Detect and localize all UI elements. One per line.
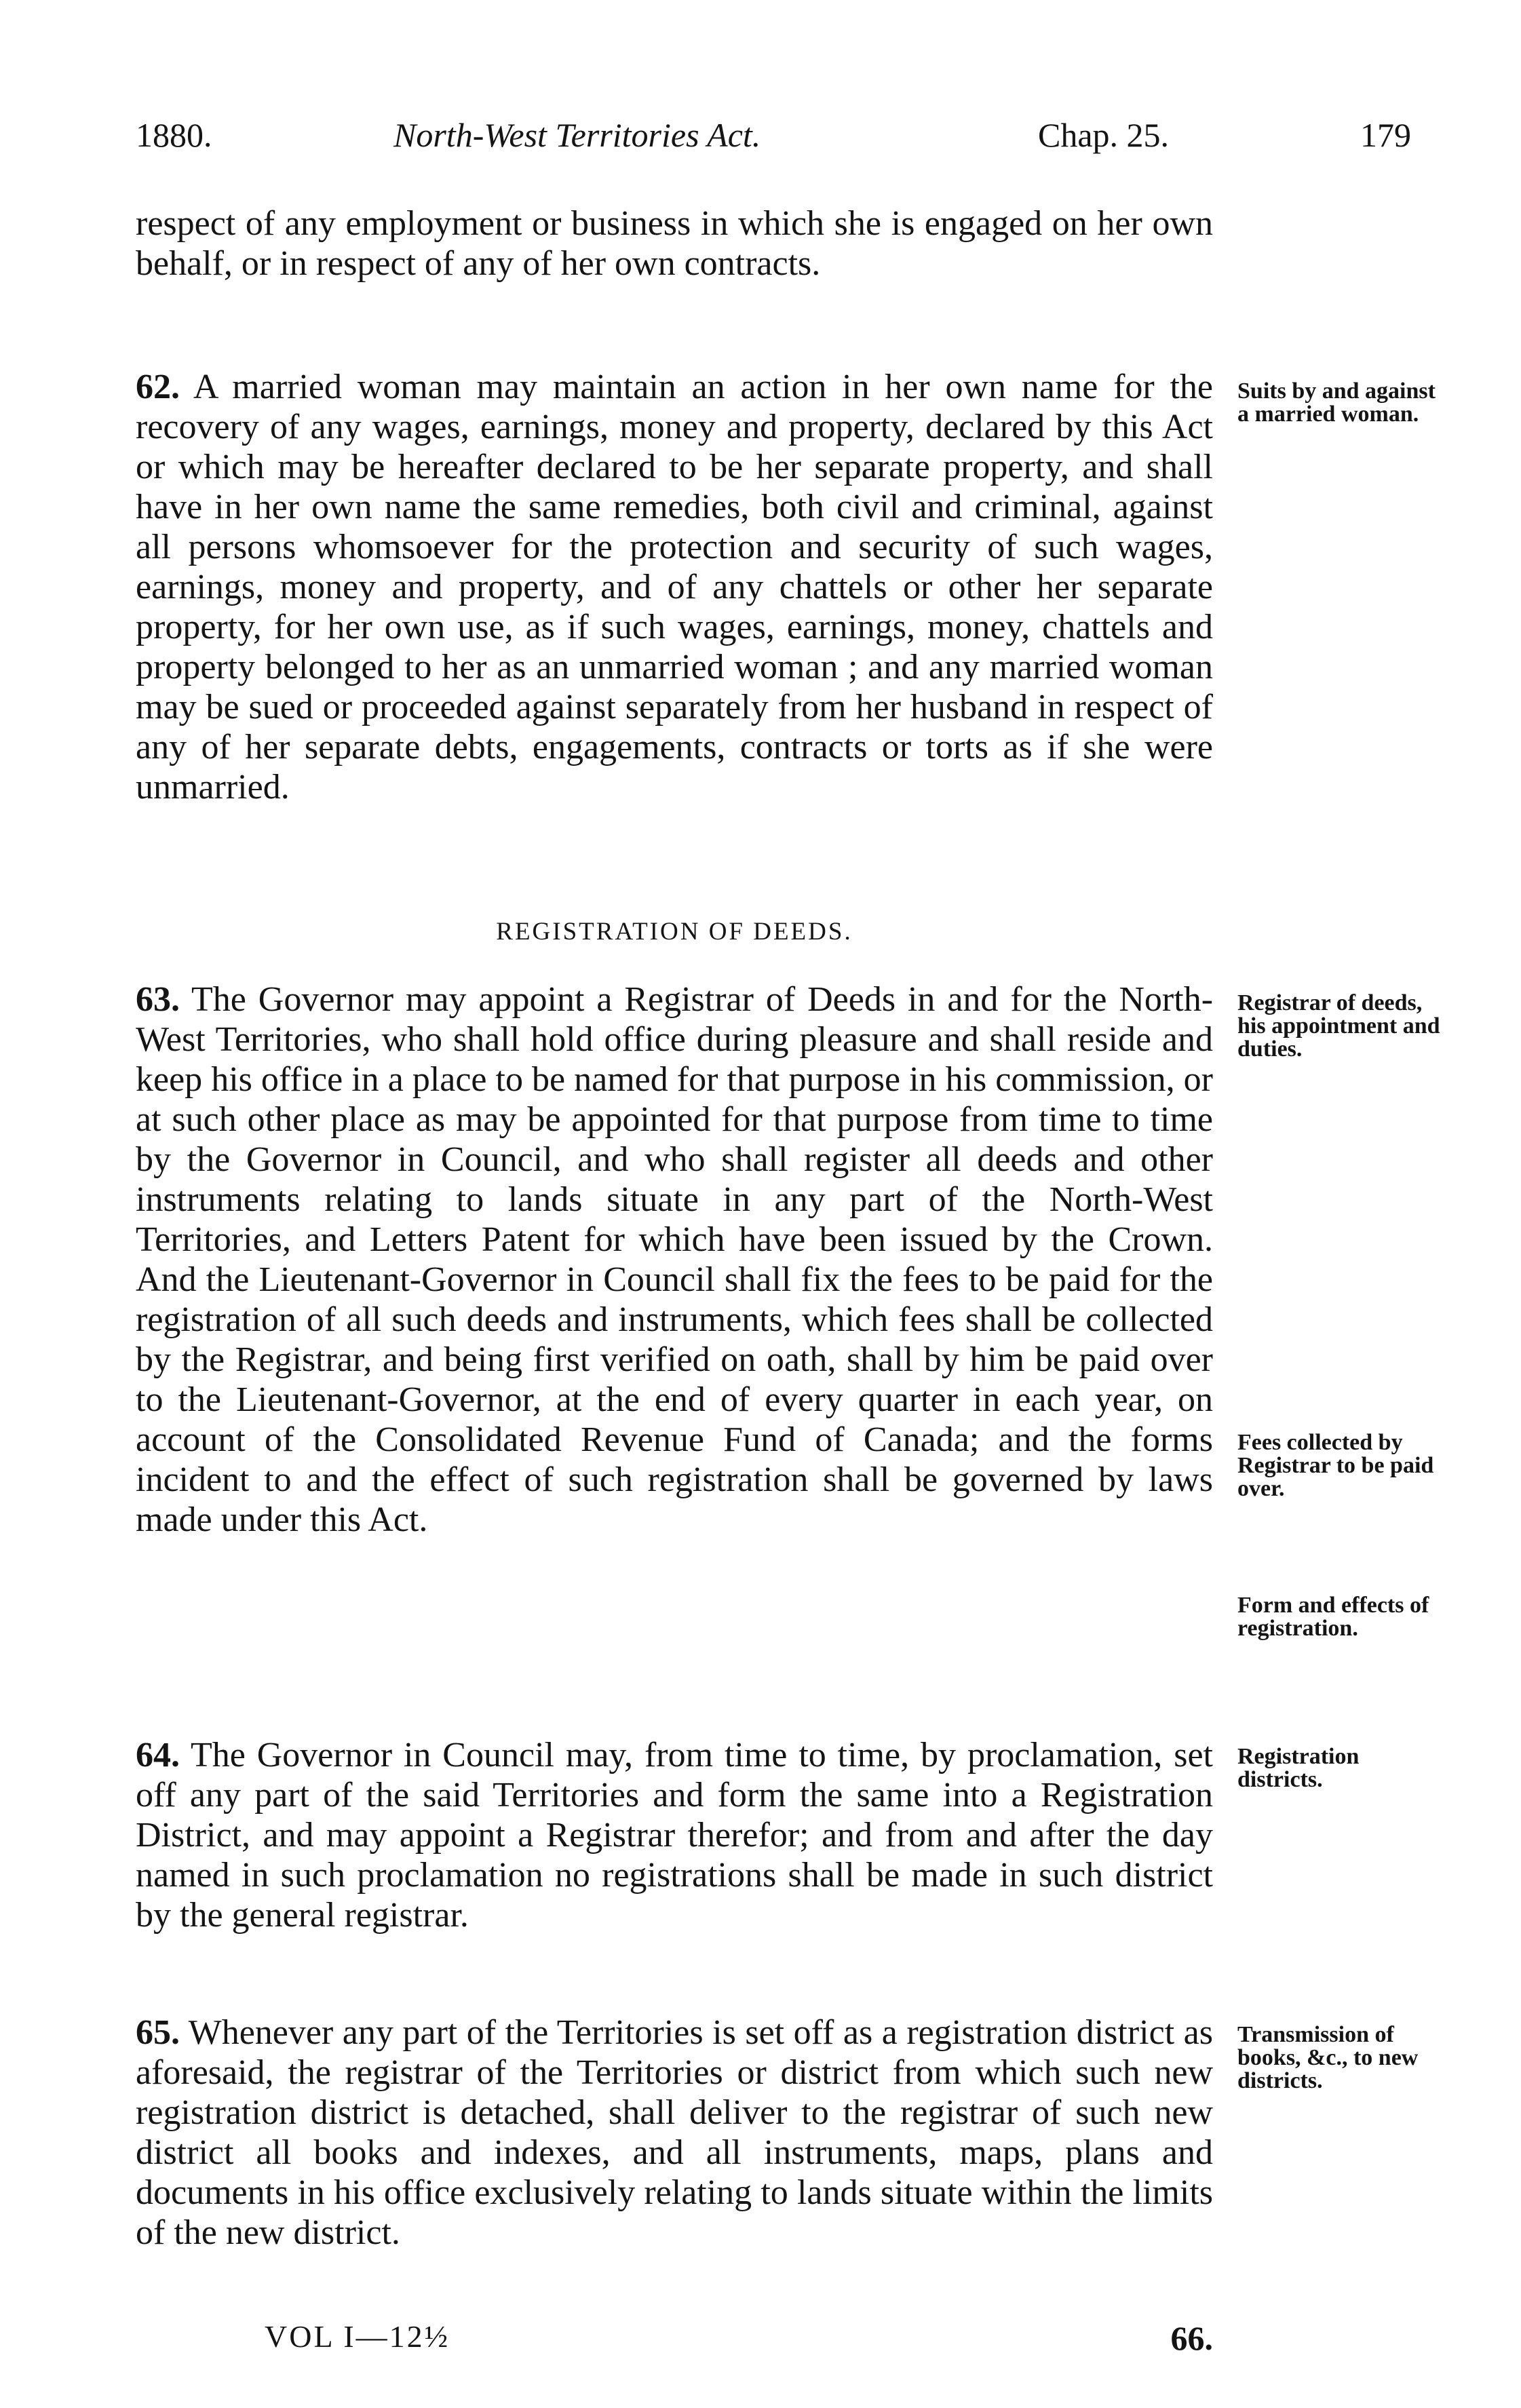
header-year: 1880. <box>136 116 212 154</box>
section-heading: REGISTRATION OF DEEDS. <box>496 918 853 946</box>
marginal-note-form: Form and effects of registration. <box>1237 1593 1429 1641</box>
page-number: 179 <box>1360 116 1411 154</box>
section-text: The Governor may appoint a Registrar of Deeds in and for the North-West Territories, who shall hold office during pleasure and shall reside and keep his office in a place to be named for that purpose in his commission, or at such other place as may be appointed for that purpose from time to time by the Governor in Council, and who shall register all deeds and other instruments relating to lands situate in any part of the North-West Territories, and Letters Patent for which have been issued by the Crown. And the Lieutenant-Governor in Council shall fix the fees to be paid for the registration of all such deeds and instruments, which fees shall be collected by the Registrar, and being first verified on oath, shall by him be paid over to the Lieutenant-Governor, at the end of every quarter in each year, on account of the Consolidated Revenue Fund of Canada; and the forms incident to and the effect of such registration shall be governed by laws made under this Act. <box>136 980 1214 1539</box>
continuation-text: respect of any employment or business in which she is engaged on her own behalf, or in respect of any of her own contracts. <box>136 204 1213 283</box>
section-number: 64. <box>136 1736 180 1774</box>
header-chapter: Chap. 25. <box>1038 116 1170 154</box>
section-65 <box>136 2013 1213 2253</box>
section-62 <box>136 367 1213 807</box>
signature-mark: VOL I—12½ <box>265 2319 450 2354</box>
section-63 <box>136 979 1213 1540</box>
section-text: The Governor in Council may, from time to time, by proclamation, set off any part of the said Territories and form the same into a Registration District, and may appoint a Registrar therefor; and from and after the day named in such proclamation no registrations shall be made in such district by the general registrar. <box>136 1736 1213 1935</box>
section-number: 65. <box>136 2013 180 2052</box>
marginal-note-suits: Suits by and against a married woman. <box>1237 378 1436 427</box>
section-number: 63. <box>136 980 180 1019</box>
continuation-paragraph <box>136 203 1213 284</box>
section-text: Whenever any part of the Territories is set off as a registration district as aforesaid, the registrar of the Territories or district from which such new registration district is detached, shall deliver to the registrar of such new district all books and indexes, and all instruments, maps, plans and documents in his office exclusively relating to lands situate within the limits of the new district. <box>136 2013 1213 2252</box>
page-footer <box>136 2318 1213 2366</box>
marginal-note-transmission: Transmission of books, &c., to new districts. <box>1237 2022 1419 2093</box>
section-text: A married woman may maintain an action in her own name for the recovery of any wages, earnings, money and property, declared by this Act or which may be hereafter declared to be her separate property, and shall have in her own name the same remedies, both civil and criminal, against all persons whomsoever for the protection and security of such wages, earnings, money and property, and of any chattels or other her separate property, for her own use, as if such wages, earnings, money, chattels and property belonged to her as an unmarried woman ; and any married woman may be sued or proceeded against separately from her husband in respect of any of her separate debts, engagements, contracts or torts as if she were unmarried. <box>136 368 1213 807</box>
marginal-note-fees: Fees collected by Registrar to be paid over. <box>1237 1430 1434 1501</box>
marginal-note-districts: Registration districts. <box>1237 1744 1360 1792</box>
catchword: 66. <box>1170 2319 1213 2357</box>
marginal-note-registrar: Registrar of deeds, his appointment and duties. <box>1237 990 1440 1062</box>
header-title: North-West Territories Act. <box>393 116 761 154</box>
section-64 <box>136 1735 1213 1935</box>
section-number: 62. <box>136 368 180 406</box>
running-header <box>136 115 1411 170</box>
